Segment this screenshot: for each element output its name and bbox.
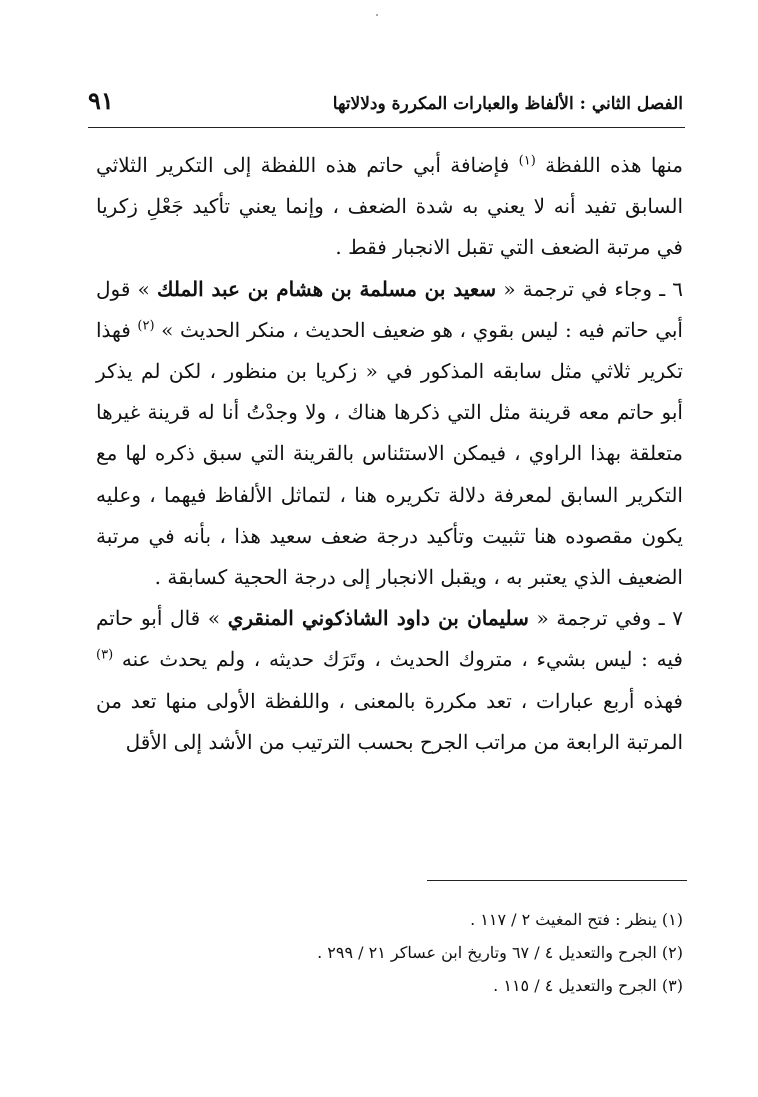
footnote-1: (١) ينظر : فتح المغيث ٢ / ١١٧ . [470,910,683,929]
paragraph-2-prefix: ٦ ـ وجاء في ترجمة « [496,276,683,301]
paragraph-2-text-b: فهذا تكرير ثلاثي مثل سابقه المذكور في « زكريا بن منظور ، لكن لم يذكر أبو حاتم معه قرينة مثل التي ذكرها هناك ، ولا وجدْتُ أنا له قرينة غيرها متعلقة بهذا الراوي ، فيمكن الاستئناس بالقرينة التي سبق ذكره لها مع التكرير السابق لمعرفة دلالة تكريره هنا ، لتماثل الألفاظ فيهما ، وعليه يكون مقصوده هنا تثبيت وتأكيد درجة ضعف سعيد هذا ، بأنه في مرتبة الضعيف الذي يعتبر به ، ويقبل الانجبار إلى درجة الحجية كسابقة . [96,317,683,590]
body-text [96,145,683,763]
paragraph-1-text-b: فإضافة أبي حاتم هذه اللفظة إلى التكرير الثلاثي السابق تفيد أنه لا يعني به شدة الضعف ، وإنما يعني تأكيد جَعْلِ زكريا في مرتبة الضعف التي تقبل الانجبار فقط . [96,153,683,260]
paragraph-3-prefix: ٧ ـ وفي ترجمة « [528,606,683,631]
paragraph-2-text-a: » قول أبي حاتم فيه : ليس بقوي ، هو ضعيف الحديث ، منكر الحديث » [96,276,683,342]
paragraph-3-text-a: » قال أبو حاتم فيه : ليس بشيء ، متروك الحديث ، وتَرَك حديثه ، ولم يحدث عنه [96,606,683,672]
paragraph-1-text-a: منها هذه اللفظة [535,153,683,177]
footnote-ref-3: (٣) [96,647,114,663]
page-header [88,84,683,124]
narrator-name-2: سليمان بن داود الشاذكوني المنقري [227,606,529,631]
footnote-3: (٣) الجرح والتعديل ٤ / ١١٥ . [493,976,683,995]
running-title: الفصل الثاني : الألفاظ والعبارات المكررة ودلالاتها [332,94,683,114]
footnote-ref-2: (٢) [137,318,155,334]
footnote-rule [427,880,687,881]
narrator-name-1: سعيد بن مسلمة بن هشام بن عبد الملك [157,276,497,301]
paragraph-3 [96,598,683,763]
footnote-ref-1: (١) [518,153,536,169]
page-number: ٩١ [88,86,114,115]
scan-speck [376,14,378,16]
paragraph-2 [96,269,683,599]
footnote-2: (٢) الجرح والتعديل ٤ / ٦٧ وتاريخ ابن عساكر ٢١ / ٢٩٩ . [317,943,683,962]
paragraph-3-text-b: فهذه أربع عبارات ، تعد مكررة بالمعنى ، واللفظة الأولى منها تعد من المرتبة الرابعة من مراتب الجرح بحسب الترتيب من الأشد إلى الأقل [96,688,683,754]
header-rule [88,127,685,128]
footnotes [96,903,683,1002]
paragraph-1 [96,145,683,269]
